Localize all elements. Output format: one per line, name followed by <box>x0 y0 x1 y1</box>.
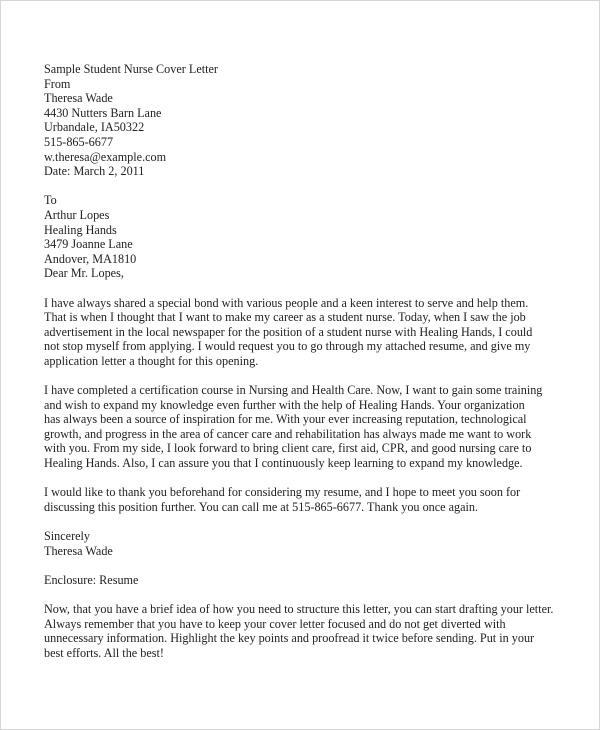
document-title: Sample Student Nurse Cover Letter <box>44 62 218 76</box>
recipient-city: Andover, MA1810 <box>44 251 137 266</box>
spacer <box>44 558 564 573</box>
signature-name: Theresa Wade <box>44 543 113 558</box>
recipient-street: 3479 Joanne Lane <box>44 237 133 252</box>
sender-email: w.theresa@example.com <box>44 149 167 164</box>
letter-date: Date: March 2, 2011 <box>44 164 145 179</box>
footer-note: Now, that you have a brief idea of how you need to structure this letter, you can start drafting your letter. Always remember that you have to keep your cover letter focused and do not get diverted with unnecessary information. Highlight the key points and proofread it twice before sending. Put in your best efforts. All the best! <box>44 601 554 660</box>
sender-phone: 515-865-6677 <box>44 134 114 149</box>
sender-name: Theresa Wade <box>44 91 113 106</box>
salutation: Dear Mr. Lopes, <box>44 266 124 281</box>
spacer <box>44 281 564 296</box>
sender-block <box>44 77 564 179</box>
body-paragraph-closing: I would like to thank you beforehand for considering my resume, and I hope to meet you soon for discussing this position further. You can call me at 515-865-6677. Thank you once again. <box>44 485 521 514</box>
body-paragraph-qualifications: I have completed a certification course in Nursing and Health Care. Now, I want to gain some training and wish to expand my knowledge even further with the help of Healing Hands. Your organization has always been a source of inspiration for me. With your ever increasing reputation, technological growth, and progress in the area of cancer care and rehabilitation has always made me want to work with you. From my side, I look forward to bring client care, first aid, CPR, and good nursing care to Healing Hands. Also, I can assure you that I continuously keep learning to expand my knowledge. <box>44 383 543 471</box>
spacer <box>44 587 564 602</box>
recipient-name: Arthur Lopes <box>44 207 110 222</box>
closing: Sincerely <box>44 529 91 543</box>
enclosure-note: Enclosure: Resume <box>44 572 139 587</box>
sender-street: 4430 Nutters Barn Lane <box>44 105 162 120</box>
spacer <box>44 179 564 194</box>
recipient-company: Healing Hands <box>44 222 117 237</box>
sender-label: From <box>44 76 71 91</box>
body-paragraph-intro: I have always shared a special bond with various people and a keen interest to serve and help them. That is when I thought that I want to make my career as a student nurse. Today, when I saw the job advertisement in the local newspaper for the position of a student nurse with Healing Hands, I could not stop myself from applying. I would request you to go through my attached resume, and give my application letter a thought for this opening. <box>44 295 533 368</box>
recipient-label: To <box>44 193 57 208</box>
letter-body <box>44 62 564 675</box>
sender-city: Urbandale, IA50322 <box>44 120 145 135</box>
signature-block <box>44 529 564 558</box>
recipient-block <box>44 193 564 266</box>
